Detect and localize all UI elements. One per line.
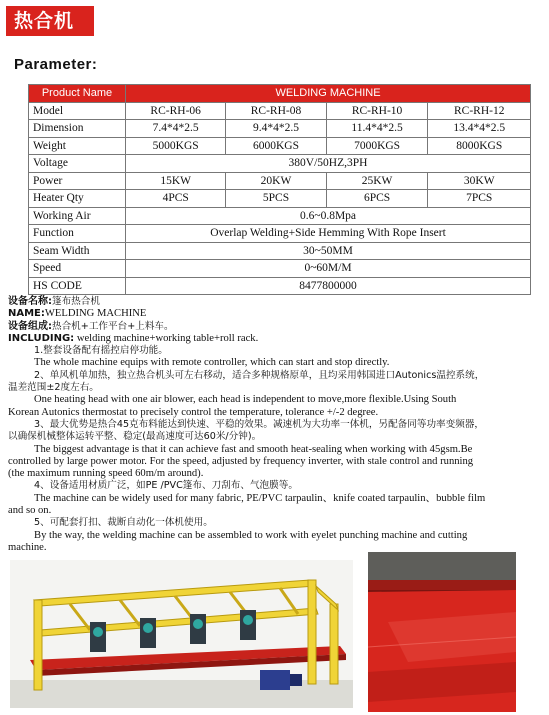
name-en-label: NAME: — [8, 308, 45, 320]
p4-en-a: The machine can be widely used for many fabric, PE/PVC tarpaulin、knife coated tarpaulin、bubble film — [34, 492, 486, 504]
row-value: 6000KGS — [226, 137, 326, 155]
row-value: 30~50MM — [126, 242, 531, 260]
row-value: 30KW — [428, 172, 531, 190]
comp-cn-label: 设备组成: — [8, 320, 52, 332]
table-row — [29, 137, 531, 155]
description — [8, 296, 541, 554]
comp-cn: 热合机+工作平台+上料车。 — [52, 320, 174, 332]
row-value: RC-RH-12 — [428, 102, 531, 120]
header-value: WELDING MACHINE — [126, 85, 531, 103]
row-value: 5000KGS — [126, 137, 226, 155]
row-value: 8000KGS — [428, 137, 531, 155]
p1-en: The whole machine equips with remote controller, which can start and stop directly. — [34, 357, 390, 369]
p5-cn: 5、可配套打扣、裁断自动化一体机使用。 — [34, 517, 213, 529]
table-row — [29, 225, 531, 243]
p3-en-c: (the maximum running speed 60m/m around). — [8, 468, 204, 480]
p3-en-b: controlled by large power motor. For the speed, adjusted by frequency inverter, with stale control and running — [8, 455, 474, 467]
row-value: 6PCS — [326, 190, 428, 208]
row-value: 5PCS — [226, 190, 326, 208]
parameter-heading: Parameter: — [14, 56, 98, 73]
row-value: 7.4*4*2.5 — [126, 120, 226, 138]
table-row — [29, 207, 531, 225]
row-label: Heater Qty — [29, 190, 126, 208]
row-label: Speed — [29, 260, 126, 278]
p1-cn: 1.整套设备配有摇控启停功能。 — [34, 345, 168, 357]
table-row — [29, 260, 531, 278]
row-label: Function — [29, 225, 126, 243]
row-value: Overlap Welding+Side Hemming With Rope Insert — [126, 225, 531, 243]
row-value: 8477800000 — [126, 277, 531, 295]
p3-cn-b: 以确保机械整体运转平整、稳定(最高速度可达60米/分钟)。 — [8, 431, 262, 443]
row-label: Dimension — [29, 120, 126, 138]
name-en: WELDING MACHINE — [44, 308, 147, 320]
row-value: 0~60M/M — [126, 260, 531, 278]
p2-en-a: One heating head with one air blower, each head is independent to move,more flexible.Using South — [34, 394, 457, 406]
p4-en-b: and so on. — [8, 505, 52, 517]
p5-en-b: machine. — [8, 541, 47, 553]
table-header-row — [29, 85, 531, 103]
row-label: Working Air — [29, 207, 126, 225]
row-value: 4PCS — [126, 190, 226, 208]
row-value: RC-RH-06 — [126, 102, 226, 120]
row-value: RC-RH-10 — [326, 102, 428, 120]
comp-en-label: INCLUDING: — [8, 332, 75, 344]
p2-cn-b: 温差范围±2度左右。 — [8, 382, 99, 394]
p2-cn-a: 2、单风机单加热，独立热合机头可左右移动，适合多种规格原单，且均采用韩国进口Autonics温控系统， — [34, 369, 485, 381]
row-value: 20KW — [226, 172, 326, 190]
red-tarpaulin-photo — [368, 552, 516, 712]
row-label: Model — [29, 102, 126, 120]
table-row — [29, 155, 531, 173]
comp-en: welding machine+working table+roll rack. — [74, 332, 259, 344]
row-value: RC-RH-08 — [226, 102, 326, 120]
row-value: 9.4*4*2.5 — [226, 120, 326, 138]
row-value: 15KW — [126, 172, 226, 190]
row-value: 13.4*4*2.5 — [428, 120, 531, 138]
row-value: 25KW — [326, 172, 428, 190]
row-label: Seam Width — [29, 242, 126, 260]
row-value: 0.6~0.8Mpa — [126, 207, 531, 225]
spec-table — [28, 84, 531, 295]
table-row — [29, 120, 531, 138]
table-row — [29, 190, 531, 208]
row-value: 380V/50HZ,3PH — [126, 155, 531, 173]
p3-en-a: The biggest advantage is that it can achieve fast and smooth heat-sealing when working with 45gsm.Be — [34, 443, 473, 455]
row-label: HS CODE — [29, 277, 126, 295]
row-label: Power — [29, 172, 126, 190]
table-row — [29, 277, 531, 295]
header-label: Product Name — [29, 85, 126, 103]
table-row — [29, 172, 531, 190]
welding-machine-photo — [10, 560, 353, 708]
row-value: 7PCS — [428, 190, 531, 208]
p2-en-b: Korean Autonics thermostat to precisely control the temperature, tolerance +/-2 degree. — [8, 406, 379, 418]
name-cn-label: 设备名称: — [8, 296, 52, 307]
p5-en-a: By the way, the welding machine can be assembled to work with eyelet punching machine and cutting — [34, 529, 468, 541]
title-banner: 热合机 — [6, 6, 94, 36]
p4-cn: 4、设备适用材质广泛，如PE /PVC篷布、刀刮布、气泡膜等。 — [34, 480, 298, 492]
p3-cn-a: 3、最大优势是热合45克布料能达到快速、平稳的效果。减速机为大功率一体机，另配备同等功率变频器， — [34, 418, 485, 430]
table-row — [29, 242, 531, 260]
row-value: 7000KGS — [326, 137, 428, 155]
row-value: 11.4*4*2.5 — [326, 120, 428, 138]
row-label: Weight — [29, 137, 126, 155]
row-label: Voltage — [29, 155, 126, 173]
name-cn: 篷布热合机 — [52, 296, 100, 307]
table-row — [29, 102, 531, 120]
